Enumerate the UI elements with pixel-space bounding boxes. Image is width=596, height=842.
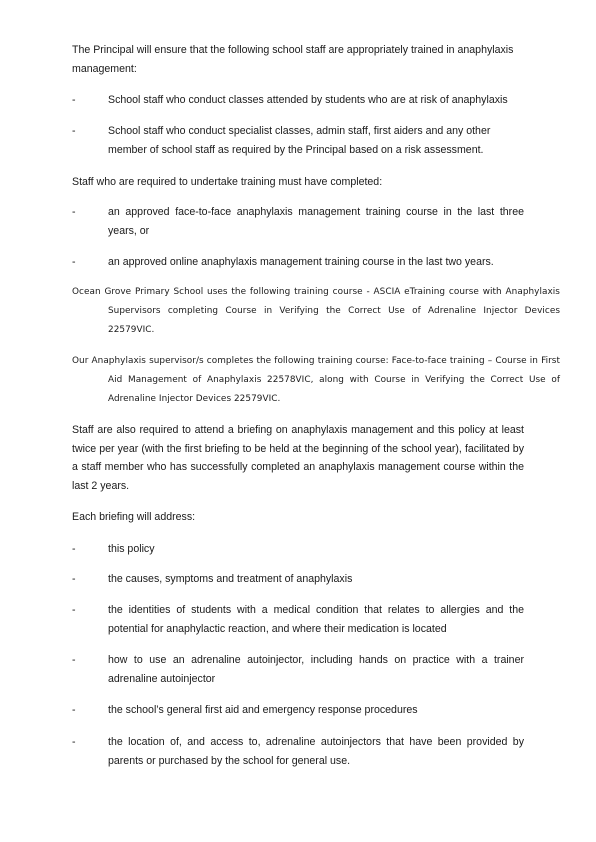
list-dash: - (72, 94, 76, 106)
list-item-text: this policy (108, 543, 155, 555)
list-dash: - (72, 256, 76, 268)
list-item (72, 601, 524, 638)
list-item-text: an approved face-to-face anaphylaxis management training course in the last three years, or (108, 206, 524, 237)
list-item-text: the causes, symptoms and treatment of anaphylaxis (108, 573, 353, 585)
list-item-text: School staff who conduct classes attended by students who are at risk of anaphylaxis (108, 94, 508, 106)
list-dash: - (72, 704, 76, 716)
course-paragraph: Ocean Grove Primary School uses the following training course - ASCIA eTraining course with Anaphylaxis Supervisors completing Course in Verifying the Correct Use of Adrenaline Injector Devices 22579VIC. (72, 287, 560, 335)
list-item-text: School staff who conduct specialist classes, admin staff, first aiders and any other member of school staff as required by the Principal based on a risk assessment. (108, 125, 491, 156)
briefing-intro-paragraph: Each briefing will address: (72, 511, 196, 523)
briefing-paragraph: Staff are also required to attend a briefing on anaphylaxis management and this policy at least twice per year (with the first briefing to be held at the beginning of the school year), facilitated by a staff member who has successfully completed an anaphylaxis management course within the last 2 years. (72, 424, 524, 492)
list-item-text: the location of, and access to, adrenaline autoinjectors that have been provided by parents or purchased by the school for general use. (108, 736, 524, 767)
list-item (72, 91, 524, 110)
intro-paragraph: The Principal will ensure that the following school staff are appropriately trained in anaphylaxis management: (72, 44, 514, 75)
list-item-text: an approved online anaphylaxis management training course in the last two years. (108, 256, 494, 268)
list-item (72, 733, 524, 770)
training-intro-paragraph: Staff who are required to undertake training must have completed: (72, 176, 383, 188)
supervisor-paragraph: Our Anaphylaxis supervisor/s completes the following training course: Face-to-face training – Course in First Aid Management of Anaphylaxis 22578VIC, along with Course in Verifying the Correct Use of Adrenaline Injector Devices 22579VIC. (72, 356, 560, 404)
list-dash: - (72, 573, 76, 585)
list-dash: - (72, 604, 76, 616)
list-dash: - (72, 736, 76, 748)
list-dash: - (72, 654, 76, 666)
list-item (72, 540, 524, 559)
list-item (72, 203, 524, 240)
list-item (72, 701, 524, 720)
list-item-text: how to use an adrenaline autoinjector, including hands on practice with a trainer adrenaline autoinjector (108, 654, 524, 685)
list-item (72, 570, 524, 589)
list-dash: - (72, 125, 76, 137)
list-dash: - (72, 543, 76, 555)
list-item-text: the school’s general first aid and emergency response procedures (108, 704, 418, 716)
list-item-text: the identities of students with a medical condition that relates to allergies and the potential for anaphylactic reaction, and where their medication is located (108, 604, 524, 635)
list-dash: - (72, 206, 76, 218)
list-item (72, 122, 524, 159)
list-item (72, 253, 524, 272)
list-item (72, 651, 524, 688)
